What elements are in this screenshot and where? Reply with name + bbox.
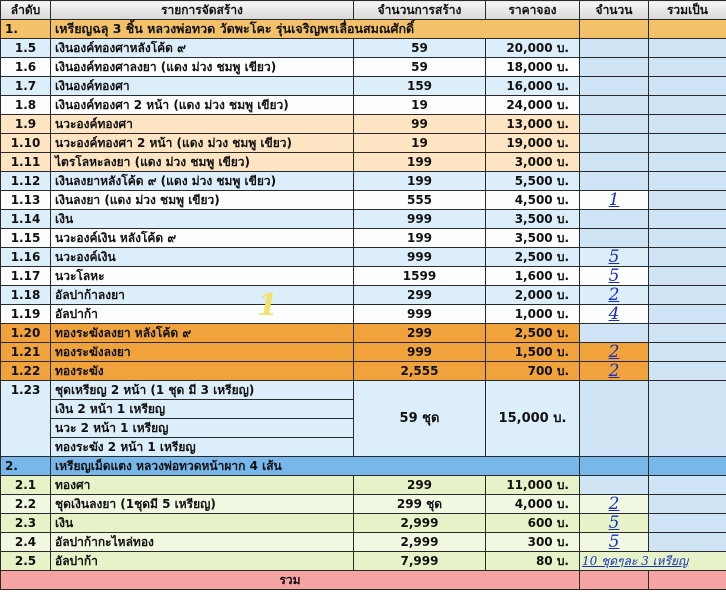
section-no: 1. [1,20,51,39]
row-no: 1.6 [1,58,51,77]
set-item: ทองระฆัง 2 หน้า 1 เหรียญ [51,438,354,457]
table-row [1,476,726,495]
row-item: อัลปาก้ากะไหล่ทอง [51,533,354,552]
table-row [1,324,726,343]
row-qty: 2 [580,286,649,305]
set-item: เงิน 2 หน้า 1 เหรียญ [51,400,354,419]
table-row [1,362,726,381]
row-price: 5,500 บ. [486,172,580,191]
row-qty [580,229,649,248]
row-total [649,172,726,191]
set-total [649,381,726,457]
row-item: นวะองค์เงิน หลังโค้ด ๙ [51,229,354,248]
section-no: 2. [1,457,51,476]
header-total: รวมเป็น [649,1,726,20]
section-qty [580,457,649,476]
row-item: นวะองค์ทองศา [51,115,354,134]
table-row [1,248,726,267]
row-total [649,229,726,248]
set-title: ชุดเหรียญ 2 หน้า (1 ชุด มี 3 เหรียญ) [51,381,354,400]
row-made: 99 [354,115,486,134]
sum-row [1,571,726,590]
row-item: เงินลงยาหลังโค้ด ๙ (แดง ม่วง ชมพู เขียว) [51,172,354,191]
row-item: เงิน [51,514,354,533]
section-row [1,457,726,476]
row-qty: 10 ชุดๆละ 3 เหรียญ [580,552,726,571]
row-qty [580,172,649,191]
table-row [1,115,726,134]
row-price: 600 บ. [486,514,580,533]
row-qty [580,210,649,229]
row-item: อัลปาก้า [51,305,354,324]
row-no: 1.7 [1,77,51,96]
row-price: 11,000 บ. [486,476,580,495]
row-total [649,362,726,381]
row-made: 299 [354,324,486,343]
row-qty [580,134,649,153]
sum-label: รวม [1,571,580,590]
table-row [1,267,726,286]
row-price: 3,500 บ. [486,229,580,248]
row-item: นวะองค์เงิน [51,248,354,267]
row-made: 999 [354,305,486,324]
row-qty: 2 [580,343,649,362]
row-no: 2.2 [1,495,51,514]
header-row [1,1,726,20]
row-qty [580,153,649,172]
table-row [1,229,726,248]
row-total [649,77,726,96]
row-qty [580,96,649,115]
row-qty: 1 [580,191,649,210]
table-row [1,58,726,77]
row-item: เงินองค์ทองศาหลังโค้ด ๙ [51,39,354,58]
row-no: 1.9 [1,115,51,134]
row-qty: 5 [580,248,649,267]
table-row [1,533,726,552]
row-total [649,58,726,77]
row-item: ทองศา [51,476,354,495]
row-item: ทองระฆัง [51,362,354,381]
set-row [1,381,726,400]
row-price: 300 บ. [486,533,580,552]
row-no: 2.4 [1,533,51,552]
row-price: 19,000 บ. [486,134,580,153]
row-made: 7,999 [354,552,486,571]
table-row [1,210,726,229]
row-made: 199 [354,229,486,248]
row-price: 4,500 บ. [486,191,580,210]
row-price: 700 บ. [486,362,580,381]
row-made: 1599 [354,267,486,286]
row-price: 3,500 บ. [486,210,580,229]
section-row [1,20,726,39]
row-qty [580,115,649,134]
row-qty: 5 [580,533,649,552]
header-qty: จำนวน [580,1,649,20]
table-row [1,514,726,533]
sum-qty [580,571,649,590]
row-no: 1.14 [1,210,51,229]
handwritten-mark: 1 [257,288,278,323]
row-price: 2,500 บ. [486,248,580,267]
row-item: เงินองค์ทองศาลงยา (แดง ม่วง ชมพู เขียว) [51,58,354,77]
row-item: เงินลงยา (แดง ม่วง ชมพู เขียว) [51,191,354,210]
row-price: 20,000 บ. [486,39,580,58]
header-made: จำนวนการสร้าง [354,1,486,20]
row-item: ทองระฆังลงยา [51,343,354,362]
row-qty [580,324,649,343]
row-total [649,96,726,115]
sum-total [649,571,726,590]
table-row [1,96,726,115]
row-total [649,210,726,229]
row-item: เงินองค์ทองศา [51,77,354,96]
row-qty [580,58,649,77]
table-row [1,153,726,172]
row-price: 16,000 บ. [486,77,580,96]
table-row [1,343,726,362]
row-no: 1.5 [1,39,51,58]
set-price: 15,000 บ. [486,381,580,457]
row-qty: 5 [580,514,649,533]
row-total [649,153,726,172]
table-row [1,495,726,514]
row-made: 2,999 [354,533,486,552]
row-made: 2,555 [354,362,486,381]
row-no: 1.19 [1,305,51,324]
row-made: 199 [354,172,486,191]
row-qty: 2 [580,495,649,514]
row-no: 1.18 [1,286,51,305]
row-qty [580,476,649,495]
row-price: 1,500 บ. [486,343,580,362]
row-qty: 4 [580,305,649,324]
set-qty [580,381,649,457]
section-qty [580,20,649,39]
header-item: รายการจัดสร้าง [51,1,354,20]
row-item: เงิน [51,210,354,229]
row-no: 1.20 [1,324,51,343]
row-price: 4,000 บ. [486,495,580,514]
table-row [1,77,726,96]
section-total [649,457,726,476]
row-no: 1.11 [1,153,51,172]
row-total [649,248,726,267]
row-item: ไตรโลหะลงยา (แดง ม่วง ชมพู เขียว) [51,153,354,172]
table-row [1,39,726,58]
row-price: 13,000 บ. [486,115,580,134]
row-total [649,286,726,305]
table-row [1,552,726,571]
row-total [649,514,726,533]
row-price: 80 บ. [486,552,580,571]
row-total [649,115,726,134]
row-qty [580,39,649,58]
row-made: 299 [354,476,486,495]
row-qty [580,77,649,96]
row-total [649,39,726,58]
row-price: 2,500 บ. [486,324,580,343]
section-title: เหรียญฉลุ 3 ชิ้น หลวงพ่อทวด วัดพะโคะ รุ่นเจริญพรเลื่อนสมณศักดิ์ [51,20,580,39]
row-price: 3,000 บ. [486,153,580,172]
table-row [1,305,726,324]
row-total [649,476,726,495]
row-no: 1.22 [1,362,51,381]
row-price: 1,000 บ. [486,305,580,324]
table-row [1,191,726,210]
row-no: 2.3 [1,514,51,533]
row-price: 2,000 บ. [486,286,580,305]
section-title: เหรียญเม็ดแตง หลวงพ่อทวดหน้าผาก 4 เส้น [51,457,580,476]
row-no: 1.13 [1,191,51,210]
row-total [649,533,726,552]
row-qty: 2 [580,362,649,381]
row-total [649,324,726,343]
section-total [649,20,726,39]
row-made: 299 [354,286,486,305]
row-item: นวะโลหะ [51,267,354,286]
table-row [1,134,726,153]
header-price: ราคาจอง [486,1,580,20]
row-made: 999 [354,210,486,229]
row-made: 2,999 [354,514,486,533]
set-no: 1.23 [1,381,51,457]
row-total [649,305,726,324]
row-no: 1.17 [1,267,51,286]
row-made: 999 [354,248,486,267]
row-item: ทองระฆังลงยา หลังโค้ด ๙ [51,324,354,343]
row-no: 1.8 [1,96,51,115]
row-price: 1,600 บ. [486,267,580,286]
row-made: 19 [354,134,486,153]
row-made: 999 [354,343,486,362]
row-made: 159 [354,77,486,96]
row-item: นวะองค์ทองศา 2 หน้า (แดง ม่วง ชมพู เขียว) [51,134,354,153]
row-qty: 5 [580,267,649,286]
row-made: 59 [354,58,486,77]
row-item: อัลปาก้า [51,552,354,571]
row-made: 555 [354,191,486,210]
row-total [649,267,726,286]
row-price: 18,000 บ. [486,58,580,77]
row-item: อัลปาก้าลงยา [51,286,354,305]
row-total [649,191,726,210]
row-made: 299 ชุด [354,495,486,514]
row-no: 1.21 [1,343,51,362]
table-row [1,286,726,305]
row-no: 2.5 [1,552,51,571]
row-price: 24,000 บ. [486,96,580,115]
row-total [649,134,726,153]
row-no: 1.16 [1,248,51,267]
row-no: 1.10 [1,134,51,153]
row-made: 19 [354,96,486,115]
row-total [649,343,726,362]
row-item: ชุดเงินลงยา (1ชุดมี 5 เหรียญ) [51,495,354,514]
table-row [1,172,726,191]
row-made: 59 [354,39,486,58]
row-no: 1.15 [1,229,51,248]
row-no: 1.12 [1,172,51,191]
header-no: ลำดับ [1,1,51,20]
set-made: 59 ชุด [354,381,486,457]
set-item: นวะ 2 หน้า 1 เหรียญ [51,419,354,438]
row-made: 199 [354,153,486,172]
row-no: 2.1 [1,476,51,495]
row-total [649,495,726,514]
row-item: เงินองค์ทองศา 2 หน้า (แดง ม่วง ชมพู เขียว) [51,96,354,115]
